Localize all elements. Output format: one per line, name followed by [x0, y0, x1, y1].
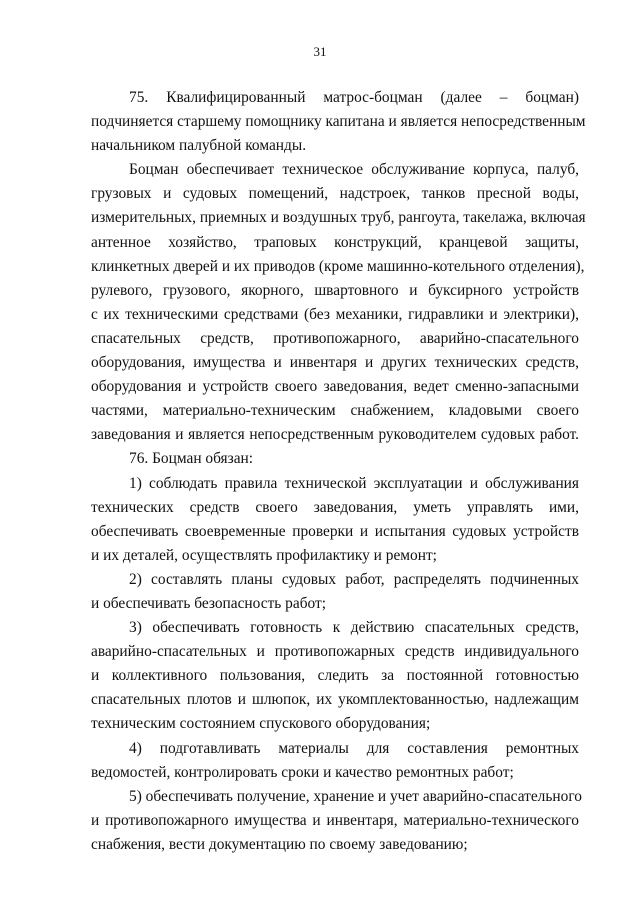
text-line: 3) обеспечивать готовность к действию спасательных средств,	[129, 619, 579, 637]
text-line: технических средств своего заведования, уметь управлять ими,	[91, 498, 579, 516]
list-item-4	[91, 737, 579, 785]
text-line: обеспечивать своевременные проверки и испытания судовых устройств	[91, 522, 579, 540]
list-item-3	[91, 616, 579, 736]
text-line: 2) составлять планы судовых работ, распределять подчиненных	[129, 570, 579, 588]
list-item-2	[91, 568, 579, 616]
text-line: техническим состоянием спускового оборудования;	[91, 715, 431, 733]
paragraph-boatswain-duties-intro	[91, 158, 586, 447]
text-line: оборудования, имущества и инвентаря и других технических средств,	[91, 354, 579, 372]
text-line: с их техническими средствами (без механики, гидравлики и электрики),	[91, 305, 579, 323]
text-line: начальником палубной команды.	[91, 137, 307, 155]
text-line: аварийно-спасательных и противопожарных средств индивидуального	[91, 643, 579, 661]
list-item-5	[91, 785, 582, 857]
text-line: спасательных средств, противопожарного, аварийно-спасательного	[91, 329, 579, 347]
text-line: измерительных, приемных и воздушных труб, рангоута, такелажа, включая	[91, 209, 586, 227]
document-body	[91, 86, 586, 857]
paragraph-76	[91, 447, 579, 471]
page-number: 31	[313, 44, 327, 59]
text-line: заведования и является непосредственным руководителем судовых работ.	[91, 426, 579, 444]
text-line: 1) соблюдать правила технической эксплуатации и обслуживания	[129, 474, 579, 492]
text-line: частями, материально-техническим снабжением, кладовыми своего	[91, 402, 579, 420]
text-line: оборудования и устройств своего заведования, ведет сменно-запасными	[91, 378, 579, 396]
text-line: 76. Боцман обязан:	[129, 450, 254, 468]
text-line: 75. Квалифицированный матрос-боцман (далее – боцман)	[129, 89, 579, 106]
text-line: и коллективного пользования, следить за постоянной готовностью	[91, 667, 579, 685]
text-line: 5) обеспечивать получение, хранение и учет аварийно-спасательного	[129, 787, 582, 805]
text-line: Боцман обеспечивает техническое обслуживание корпуса, палуб,	[129, 161, 579, 179]
text-line: спасательных плотов и шлюпок, их укомплектованностью, надлежащим	[91, 691, 579, 709]
text-line: грузовых и судовых помещений, надстроек, танков пресной воды,	[91, 185, 579, 203]
text-line: и их деталей, осуществлять профилактику и ремонт;	[91, 546, 437, 564]
text-line: клинкетных дверей и их приводов (кроме машинно-котельного отделения),	[91, 257, 585, 275]
text-line: 4) подготавливать материалы для составления ремонтных	[129, 739, 579, 757]
text-line: и противопожарного имущества и инвентаря, материально-технического	[91, 811, 579, 829]
text-line: антенное хозяйство, траповых конструкций, кранцевой защиты,	[91, 233, 579, 251]
paragraph-75	[91, 86, 586, 158]
text-line: рулевого, грузового, якорного, швартовного и буксирного устройств	[91, 281, 579, 299]
text-line: подчиняется старшему помощнику капитана и является непосредственным	[91, 113, 586, 131]
text-line: ведомостей, контролировать сроки и качество ремонтных работ;	[91, 763, 514, 781]
text-line: снабжения, вести документацию по своему заведованию;	[91, 835, 468, 853]
text-line: и обеспечивать безопасность работ;	[91, 594, 327, 612]
list-item-1	[91, 472, 579, 568]
